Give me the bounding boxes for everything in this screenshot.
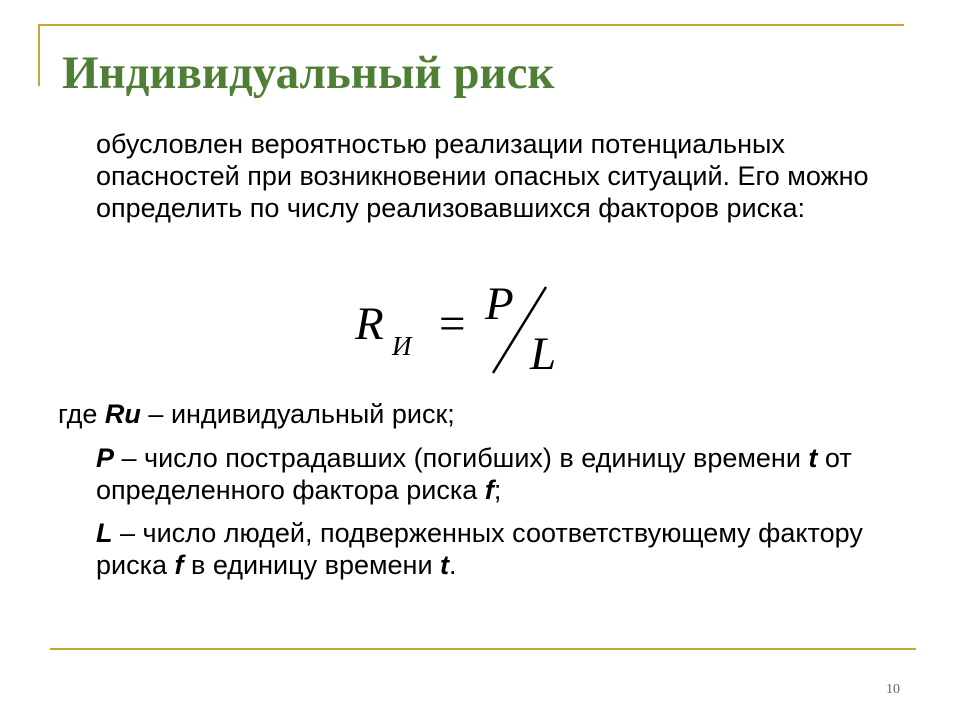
- left-rule: [38, 24, 40, 86]
- formula-equals: =: [439, 298, 466, 350]
- definition-l: L – число людей, подверженных соответствующему фактору риска f в единицу времени t.: [96, 518, 863, 580]
- symbol-l: L: [96, 518, 113, 548]
- top-rule: [38, 24, 904, 26]
- symbol-t: t: [808, 443, 818, 473]
- symbol-t: t: [440, 550, 450, 580]
- risk-formula: [355, 278, 575, 385]
- definition-p: P – число пострадавших (погибших) в единицу времени t от определенного фактора риска f;: [96, 443, 852, 505]
- symbol-f: f: [484, 475, 494, 505]
- definition-ri: где Rи – индивидуальный риск;: [58, 399, 455, 429]
- bottom-rule: [50, 648, 916, 650]
- page-number: 10: [886, 682, 900, 697]
- symbol-f: f: [174, 550, 184, 580]
- formula-numerator: P: [485, 278, 514, 330]
- formula-r: R: [355, 298, 384, 350]
- symbol-p: P: [96, 443, 115, 473]
- symbol-ri: Rи: [104, 399, 141, 429]
- intro-paragraph: обусловлен вероятностью реализации потенциальных опасностей при возникновении опасных ситуаций. Его можно определить по числу реализовавшихся факторов риска:: [96, 129, 869, 223]
- formula-denominator: L: [530, 328, 557, 380]
- slide-title: Индивидуальный риск: [62, 47, 555, 99]
- formula-subscript: И: [392, 331, 412, 361]
